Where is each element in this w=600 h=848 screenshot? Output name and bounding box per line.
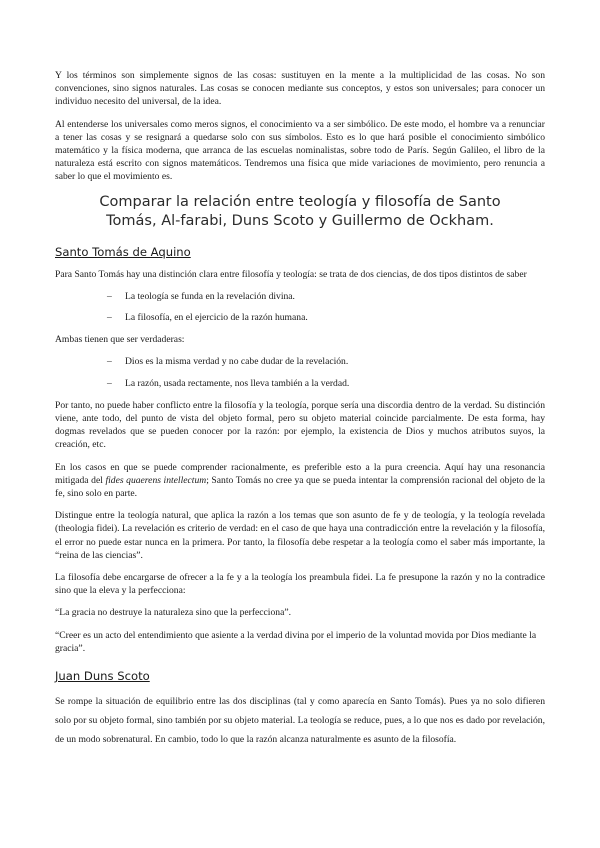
- list-item: – La razón, usada rectamente, nos lleva también a la verdad.: [107, 377, 350, 389]
- list-item: – Dios es la misma verdad y no cabe dudar de la revelación.: [107, 356, 349, 368]
- section-title: Comparar la relación entre teología y filosofía de Santo Tomás, Al-farabi, Duns Scoto y Guillermo de Ockham.: [99, 193, 501, 229]
- paragraph-rational-cases: En los casos en que se puede comprender racionalmente, es preferible esto a la pura creencia. Aquí hay una resonancia mitigada del fides quaerens intellectum; Santo Tomás no cree ya que se pueda intentar la comprensión racional del objeto de la fe, sino solo en parte.: [55, 461, 545, 500]
- paragraph-symbolic-knowledge: Al entenderse los universales como meros signos, el conocimiento va a ser simbólico. De este modo, el hombre va a renunciar a tener las cosas y se resignará a quedarse solo con sus símbolos. Esto es lo que hará posible el conocimiento simbólico matemático y la física moderna, que arranca de las escuelas nominalistas, sobre todo de París. Según Galileo, el libro de la naturaleza está escrito con signos matemáticos. Tendremos una física que mide variaciones de movimiento, pero renuncia a saber lo que el movimiento es.: [55, 118, 545, 183]
- quote-belief-act: “Creer es un acto del entendimiento que asiente a la verdad divina por el imperio de la voluntad movida por Dios mediante la gracia”.: [55, 629, 537, 654]
- dash-bullet: –: [107, 377, 112, 389]
- paragraph-preambula-fidei: La filosofía debe encargarse de ofrecer a la fe y a la teología los preambula fidei. La fe presupone la razón y no la contradice sino que la eleva y la perfecciona:: [55, 572, 545, 597]
- paragraph-natural-revealed-theology: Distingue entre la teología natural, que aplica la razón a los temas que son asunto de fe y de teología, y la teología revelada (theologia fidei). La revelación es criterio de verdad: en el caso de que haya una contradicción entre la revelación y la filosofía, el error no puede estar nunca en la primera. Por tanto, la filosofía debe respetar a la teología como el saber más importante, la “reina de las ciencias”.: [55, 510, 545, 561]
- quote-grace-nature: “La gracia no destruye la naturaleza sino que la perfecciona”.: [55, 607, 291, 619]
- dash-bullet: –: [107, 290, 112, 302]
- paragraph-tomas-intro: Para Santo Tomás hay una distinción clara entre filosofía y teología: se trata de dos ciencias, de dos tipos distintos de saber: [55, 268, 527, 280]
- paragraph-no-conflict: Por tanto, no puede haber conflicto entre la filosofía y la teología, porque sería una discordia dentro de la verdad. Su distinción viene, ante todo, del punto de vista del objeto formal, pero su objeto material coincide parcialmente. De esta forma, hay dogmas revelados que se pueden conocer por la razón: por ejemplo, la existencia de Dios y muchos atributos suyos, la creación, etc.: [55, 399, 545, 451]
- heading-santo-tomas: Santo Tomás de Aquino: [55, 244, 191, 259]
- paragraph-both-true: Ambas tienen que ser verdaderas:: [55, 334, 185, 346]
- paragraph-terms-signs: Y los términos son simplemente signos de las cosas: sustituyen en la mente a la multiplicidad de las cosas. No son convenciones, sino signos naturales. Las cosas se conocen mediante sus conceptos, y estos son universales; para conocer un individuo necesito del universal, de la idea.: [55, 70, 545, 108]
- list-item: – La filosofía, en el ejercicio de la razón humana.: [107, 312, 308, 324]
- heading-duns-scoto: Juan Duns Scoto: [55, 669, 150, 684]
- list-item: – La teología se funda en la revelación divina.: [107, 290, 295, 302]
- dash-bullet: –: [107, 356, 112, 368]
- list-truths: [55, 355, 545, 389]
- list-sciences: [55, 290, 545, 324]
- latin-phrase: fides quaerens intellectum: [105, 474, 207, 486]
- dash-bullet: –: [107, 312, 112, 324]
- paragraph-scoto-equilibrium: Se rompe la situación de equilibrio entre las dos disciplinas (tal y como aparecía en Santo Tomás). Pues ya no solo difieren solo por su objeto formal, sino también por su objeto material. La teología se reduce, pues, a lo que nos es dado por revelación, de un modo sobrenatural. En cambio, todo lo que la razón alcanza naturalmente es asunto de la filosofía.: [55, 696, 545, 746]
